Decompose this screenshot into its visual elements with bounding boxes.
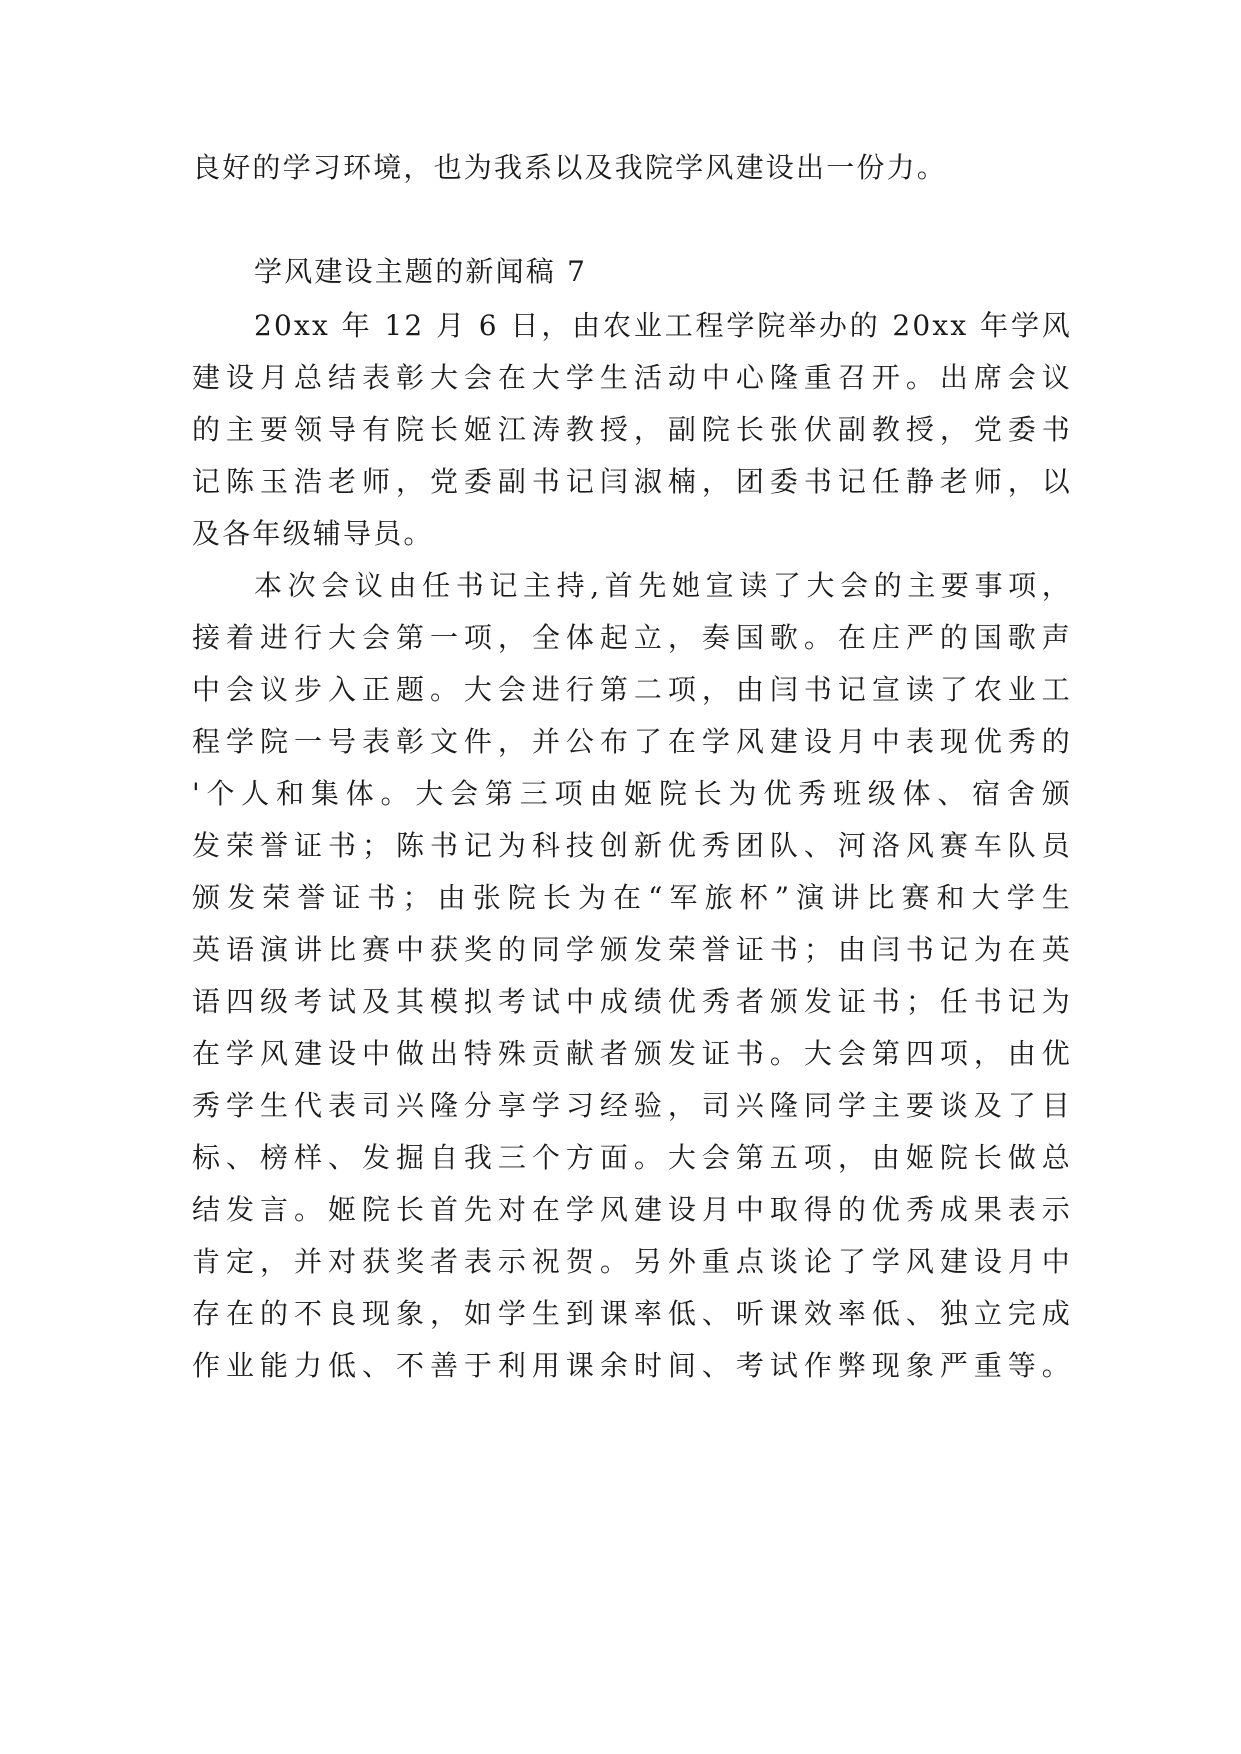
- paragraph-2-line: 程学院一号表彰文件，并公布了在学风建设月中表现优秀的: [192, 725, 1072, 758]
- paragraph-2-line: 标、榜样、发掘自我三个方面。大会第五项，由姬院长做总: [192, 1141, 1072, 1174]
- paragraph-2-line: 结发言。姬院长首先对在学风建设月中取得的优秀成果表示: [192, 1193, 1072, 1226]
- paragraph-1-line: 及各年级辅导员。: [192, 517, 434, 550]
- paragraph-1-line: 的主要领导有院长姬江涛教授，副院长张伏副教授，党委书: [192, 413, 1072, 446]
- paragraph-2-line: 作业能力低、不善于利用课余时间、考试作弊现象严重等。: [192, 1349, 1072, 1382]
- paragraph-2-line: 语四级考试及其模拟考试中成绩优秀者颁发证书；任书记为: [192, 985, 1072, 1018]
- paragraph-2-line: 接着进行大会第一项，全体起立，奏国歌。在庄严的国歌声: [192, 621, 1072, 654]
- paragraph-2-line: 颁发荣誉证书；由张院长为在“军旅杯”演讲比赛和大学生: [192, 881, 1072, 914]
- paragraph-1-line: 建设月总结表彰大会在大学生活动中心隆重召开。出席会议: [192, 361, 1072, 394]
- article-heading: 学风建设主题的新闻稿 7: [254, 255, 588, 288]
- paragraph-2-line: 存在的不良现象，如学生到课率低、听课效率低、独立完成: [192, 1297, 1072, 1330]
- paragraph-2-line: 发荣誉证书；陈书记为科技创新优秀团队、河洛风赛车队员: [192, 829, 1072, 862]
- paragraph-1-line: 记陈玉浩老师，党委副书记闫淑楠，团委书记任静老师，以: [192, 465, 1072, 498]
- paragraph-2-line: 在学风建设中做出特殊贡献者颁发证书。大会第四项，由优: [192, 1037, 1072, 1070]
- paragraph-2-line: 英语演讲比赛中获奖的同学颁发荣誉证书；由闫书记为在英: [192, 933, 1072, 966]
- paragraph-2-line: 本次会议由任书记主持,首先她宣读了大会的主要事项，: [254, 569, 1072, 602]
- paragraph-2-line: 秀学生代表司兴隆分享学习经验，司兴隆同学主要谈及了目: [192, 1089, 1072, 1122]
- paragraph-2-line: 中会议步入正题。大会进行第二项，由闫书记宣读了农业工: [192, 673, 1072, 706]
- paragraph-2-line: '个人和集体。大会第三项由姬院长为优秀班级体、宿舍颁: [192, 777, 1072, 810]
- intro-tail-line: 良好的学习环境，也为我系以及我院学风建设出一份力。: [192, 151, 948, 184]
- paragraph-2-line: 肯定，并对获奖者表示祝贺。另外重点谈论了学风建设月中: [192, 1245, 1072, 1278]
- paragraph-1-line: 20xx 年 12 月 6 日，由农业工程学院举办的 20xx 年学风: [254, 309, 1072, 342]
